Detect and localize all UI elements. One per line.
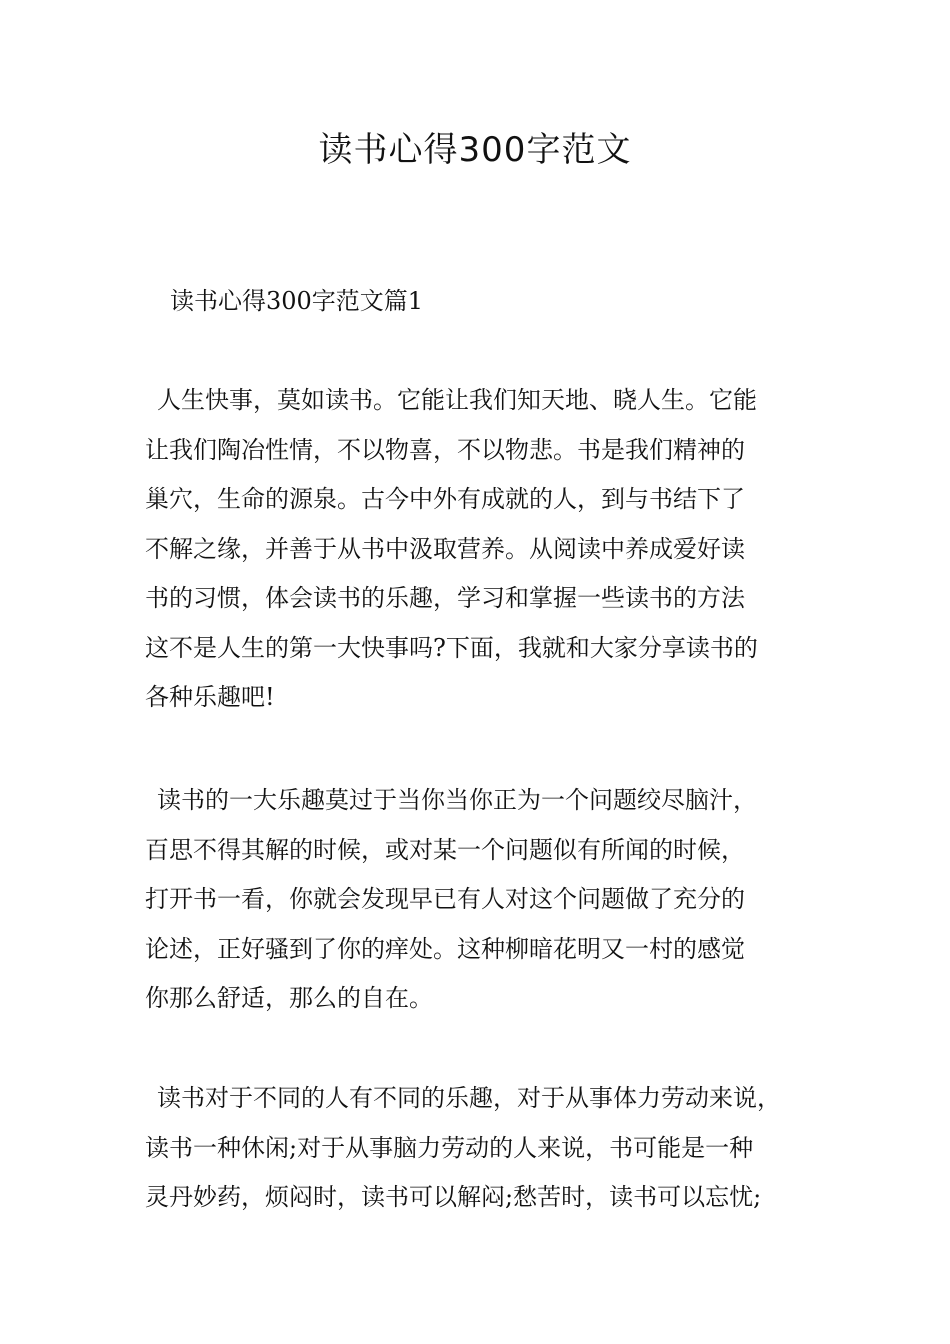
- paragraph-line: 论述，正好骚到了你的痒处。这种柳暗花明又一村的感觉: [145, 934, 745, 963]
- paragraph-1: [145, 376, 825, 723]
- paragraph-2: [145, 776, 825, 1024]
- paragraph-line: 打开书一看，你就会发现早已有人对这个问题做了充分的: [145, 885, 745, 913]
- paragraph-line: 让我们陶冶性情，不以物喜，不以物悲。书是我们精神的: [145, 435, 745, 464]
- paragraph-line: 读书一种休闲;对于从事脑力劳动的人来说，书可能是一种: [145, 1133, 754, 1162]
- section-heading: 读书心得300字范文篇1: [170, 287, 424, 315]
- paragraph-line: 灵丹妙药，烦闷时，读书可以解闷;愁苦时，读书可以忘忧;: [145, 1183, 762, 1211]
- paragraph-line: 书的习惯，体会读书的乐趣，学习和掌握一些读书的方法: [145, 584, 745, 612]
- paragraph-line: 人生快事，莫如读书。它能让我们知天地、晓人生。它能: [157, 386, 757, 414]
- paragraph-3: [145, 1074, 825, 1223]
- paragraph-line: 读书对于不同的人有不同的乐趣，对于从事体力劳动来说，: [157, 1084, 781, 1112]
- paragraph-line: 各种乐趣吧!: [145, 683, 275, 711]
- document-title: 读书心得300字范文: [318, 130, 632, 170]
- paragraph-line: 巢穴，生命的源泉。古今中外有成就的人，到与书结下了: [145, 485, 745, 513]
- paragraph-line: 读书的一大乐趣莫过于当你当你正为一个问题绞尽脑汁，: [157, 786, 757, 814]
- paragraph-line: 不解之缘，并善于从书中汲取营养。从阅读中养成爱好读: [145, 534, 745, 563]
- paragraph-line: 你那么舒适，那么的自在。: [145, 984, 433, 1012]
- paragraph-line: 百思不得其解的时候，或对某一个问题似有所闻的时候，: [145, 835, 745, 864]
- paragraph-line: 这不是人生的第一大快事吗?下面，我就和大家分享读书的: [145, 633, 758, 662]
